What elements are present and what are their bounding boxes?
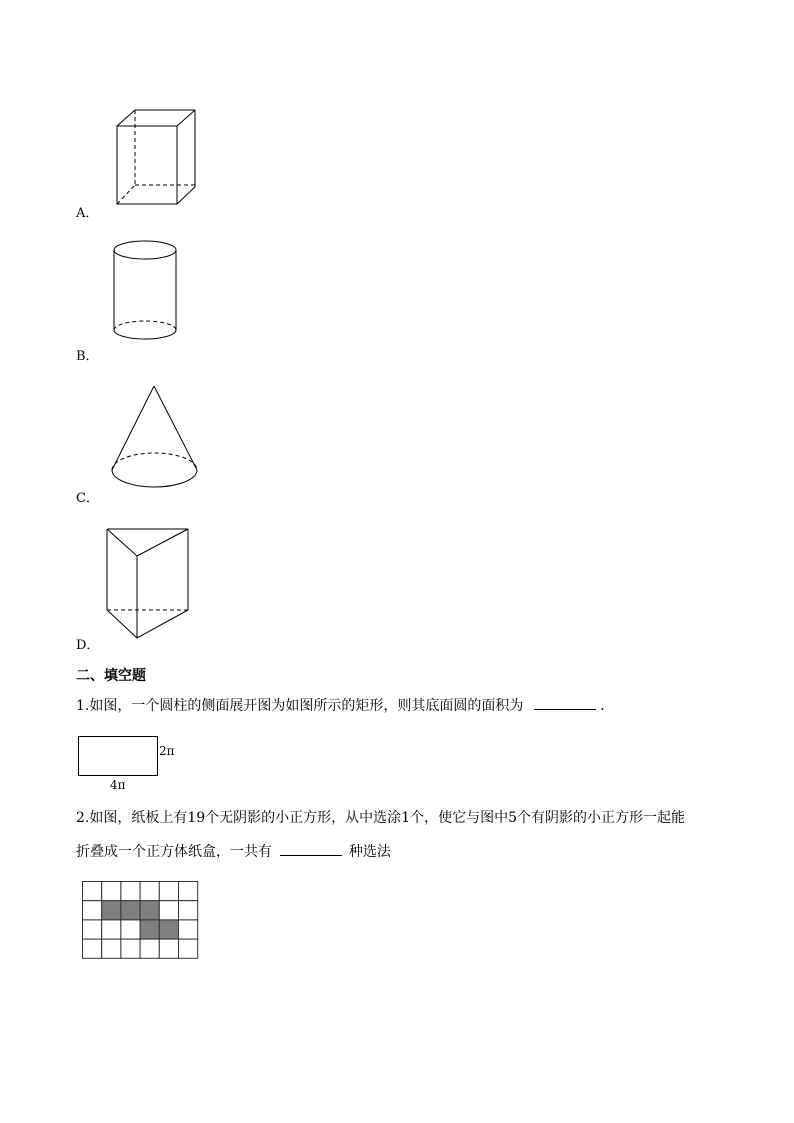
grid-square[interactable] [83,920,102,939]
shaded-square [140,901,159,920]
shaded-square [121,901,140,920]
section-heading: 二、填空题 [76,668,146,684]
option-a-label: A． [76,206,99,221]
question-2-line-1: 2.如图，纸板上有19个无阴影的小正方形，从中选涂1个，使它与图中5个有阴影的小正方形一起能 [76,810,685,826]
cone-figure [106,382,206,494]
cylinder-figure [110,238,180,346]
shaded-square [159,920,178,939]
cube-figure [110,105,200,210]
rectangle-bottom-label: 4π [110,778,126,792]
grid-square[interactable] [121,920,140,939]
grid-square[interactable] [159,882,178,901]
grid-square[interactable] [83,882,102,901]
rectangle-side-label: 2π [159,744,175,758]
grid-square[interactable] [121,939,140,958]
option-c-label: C． [76,491,99,506]
grid-square[interactable] [179,920,198,939]
unfolded-rectangle [78,736,158,776]
option-b-label: B． [76,349,99,364]
answer-blank-1[interactable] [534,695,596,710]
grid-square[interactable] [179,882,198,901]
question-2-line-2 [76,841,391,862]
shaded-square [102,901,121,920]
question-2-text: 折叠成一个正方体纸盒，一共有 [76,844,272,860]
question-1-end: ． [600,698,615,714]
grid-square[interactable] [140,939,159,958]
triangular-prism-figure [104,526,194,642]
grid-square[interactable] [159,901,178,920]
grid-square[interactable] [83,939,102,958]
question-1-text: 1.如图，一个圆柱的侧面展开图为如图所示的矩形，则其底面圆的面积为 [76,698,524,714]
shaded-square [140,920,159,939]
grid-square[interactable] [102,939,121,958]
question-2-end: 种选法 [348,844,391,860]
grid-square[interactable] [121,882,140,901]
question-1 [76,695,614,716]
option-d-label: D． [76,638,100,653]
grid-square[interactable] [83,901,102,920]
grid-square[interactable] [102,920,121,939]
grid-square[interactable] [140,882,159,901]
cube-net-grid [82,881,200,959]
answer-blank-2[interactable] [280,841,342,856]
grid-square[interactable] [179,901,198,920]
grid-square[interactable] [179,939,198,958]
grid-square[interactable] [102,882,121,901]
grid-square[interactable] [159,939,178,958]
